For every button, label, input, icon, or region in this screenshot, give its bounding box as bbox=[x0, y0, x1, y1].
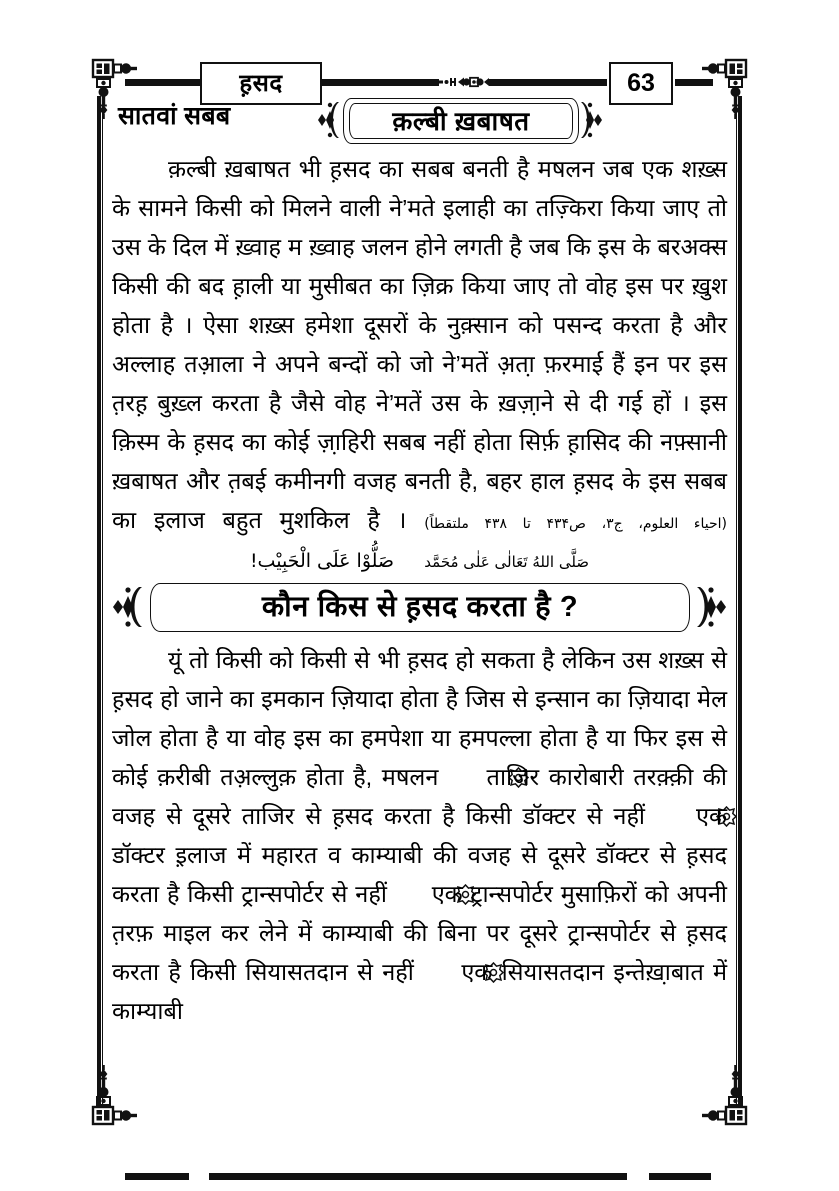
flower-ornament-icon bbox=[427, 956, 448, 977]
body-line: काम्याबी की वजह से दूसरे डॉक्टर से ह़सद करता है किसी ट्रान्सपोर्टर bbox=[112, 842, 728, 907]
page-number-text: 63 bbox=[627, 69, 655, 97]
body-line: करता है किसी डॉक्टर से नहीं bbox=[384, 803, 646, 829]
flower-ornament-icon bbox=[452, 761, 473, 782]
body-line: से नहीं bbox=[331, 881, 387, 907]
section-sub-label: सातवां सबब bbox=[118, 102, 231, 130]
cartouche-wing-ornament-icon bbox=[577, 100, 603, 140]
section-one-heading-cartouche bbox=[317, 96, 603, 144]
section-one-body bbox=[112, 150, 727, 544]
body-line: के ह़सद का कोई ज़ा़हिरी सबब नहीं होता सिर्फ़ ह़ासिद की नफ़्सानी bbox=[167, 429, 727, 455]
body-line: में काम्याबी की बिना पर दूसरे ट्रान्सपोर्टर से ह़सद करता है किसी bbox=[112, 920, 727, 985]
body-line: का ज़िक्र किया जाए तो वोह इस पर ख़ुश होता है । ऐसा शख़्स हमेशा bbox=[112, 273, 727, 338]
content-column bbox=[112, 96, 727, 1096]
frame-left-rule bbox=[97, 96, 103, 1108]
flower-ornament-icon bbox=[660, 800, 681, 821]
divider-ornament-icon bbox=[433, 71, 493, 93]
frame-right-rule bbox=[736, 96, 742, 1108]
body-line: एक सियासतदान इन्तेख़ा़बात में काम्याबी bbox=[112, 959, 727, 1024]
salawat-response: صَلَّى اللهُ تَعَالٰى عَلٰى مُحَمَّد bbox=[424, 553, 590, 571]
section-one-heading-row bbox=[112, 96, 727, 144]
body-line: ख़बाषत और त़बई कमीनगी वजह बनती है, बहर हाल ह़सद के bbox=[112, 468, 641, 494]
cartouche-plate bbox=[343, 98, 579, 144]
footer-rule-segment bbox=[125, 1173, 189, 1180]
body-line: लगती है जब कि इस के बरअक्स किसी की बद ह़ाली या मुसीबत bbox=[112, 234, 728, 299]
section-two-heading-text: कौन किस से ह़सद करता है ? bbox=[261, 591, 579, 623]
body-line: तज़्किरा किया जाए तो उस के दिल में ख़्वाह म ख़्वाह जलन होने bbox=[112, 195, 727, 260]
body-line: शख़्स से ह़सद हो जाने का इमकान ज़ियादा होता है जिस से इन्सान bbox=[112, 647, 727, 712]
body-line: सियासतदान से नहीं bbox=[245, 959, 414, 985]
body-line: एक शख़्स के सामने किसी को मिलने वाली ने’मते इलाही का bbox=[112, 156, 727, 221]
banner-plate bbox=[150, 583, 690, 632]
header-rule-segment bbox=[675, 79, 713, 86]
source-citation: (احیاء العلوم، ج۳، ص۴۳۴ تا ۴۳۸ ملتقطاً) bbox=[424, 516, 728, 532]
body-line: दूसरों के नुक़्सान को पसन्द करता है और अल्लाह तआ़ला ने bbox=[112, 312, 727, 377]
running-title-text: ह़सद bbox=[239, 69, 283, 97]
body-line: क़ल्बी ख़बाषत भी ह़सद का सबब बनती है मषलन जब bbox=[168, 156, 634, 182]
body-line: एक ट्रान्सपोर्टर मुसाफ़िरों को अपनी त़रफ़ माइल कर लेने bbox=[112, 881, 728, 946]
body-line: करता है जैसे वोह ने’मतें उस के ख़ज़ा़ने से दी गई हों । इस क़िस्म bbox=[112, 390, 728, 455]
body-line: अपने बन्दों को जो ने’मतें अ़ता़ फ़रमाई हैं इन पर इस त़रह़ बुख़्ल bbox=[112, 351, 727, 416]
flower-ornament-icon bbox=[399, 878, 420, 899]
section-two-body bbox=[112, 641, 727, 1031]
header-rule-segment bbox=[489, 79, 607, 86]
banner-wing-ornament-icon bbox=[693, 585, 727, 629]
banner-wing-ornament-icon bbox=[112, 585, 146, 629]
body-line: ताजिर कारोबारी तरक़्क़ी की वजह से दूसरे ताजिर से ह़सद bbox=[112, 764, 727, 829]
footer-rule-segment bbox=[649, 1173, 711, 1180]
footer-rule-segment bbox=[209, 1173, 627, 1180]
header-rule-segment bbox=[319, 79, 439, 86]
header-rule-segment bbox=[125, 79, 203, 86]
salawat-call: صَلُّوْا عَلَى الْحَبِيْب! bbox=[249, 550, 395, 572]
page-footer bbox=[97, 1151, 742, 1191]
section-two-heading-banner bbox=[112, 581, 727, 633]
body-line: एक डॉक्टर इ़लाज में महारत व bbox=[112, 803, 728, 868]
salawat-line bbox=[112, 546, 727, 577]
body-line: होता है या फिर इस से कोई क़रीबी तअ़ल्लुक़ होता है, मषलन bbox=[112, 725, 728, 790]
cartouche-wing-ornament-icon bbox=[317, 100, 343, 140]
body-line: इस सबब का इलाज बहुत मुशकिल है । bbox=[112, 468, 727, 533]
body-line: यूं तो किसी को किसी से भी ह़सद हो सकता है लेकिन उस bbox=[168, 647, 651, 673]
body-line: का ज़ियादा मेल जोल होता है या वोह इस का हमपेशा या हमपल्ला bbox=[112, 686, 728, 751]
section-one-heading-text: क़ल्बी ख़बाषत bbox=[392, 106, 530, 136]
